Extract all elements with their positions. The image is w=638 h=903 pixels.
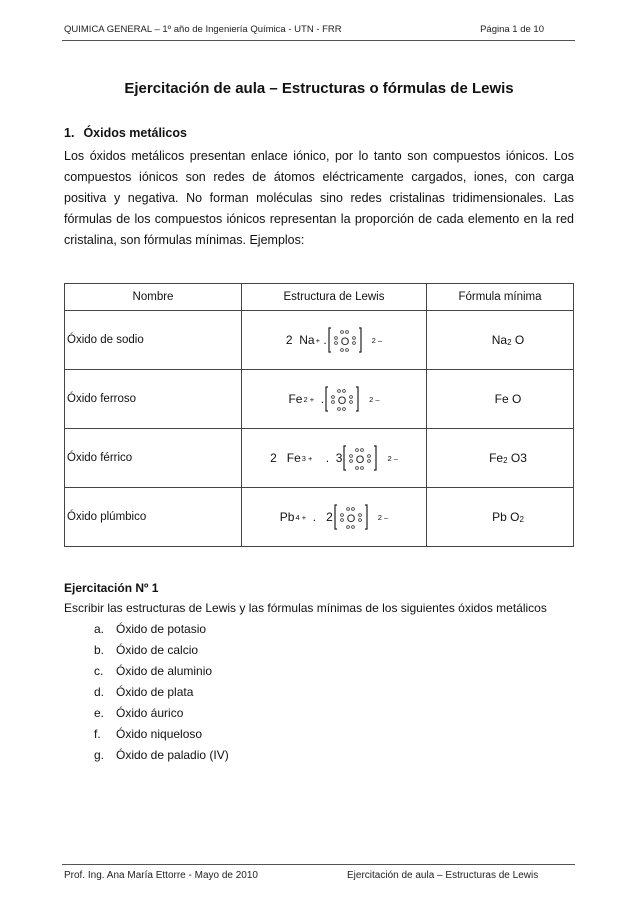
item-letter: e. xyxy=(94,706,105,720)
lewis-expression xyxy=(270,442,398,474)
table-row xyxy=(65,429,574,488)
oxide-name: Óxido ferroso xyxy=(65,370,242,429)
section-title: Óxidos metálicos xyxy=(83,126,187,140)
multiplier: . 3 xyxy=(312,451,343,465)
header-divider xyxy=(62,40,575,41)
page-header xyxy=(64,24,574,38)
formula-subscript: 2 xyxy=(507,338,512,347)
oxide-charge: 2 – xyxy=(377,512,389,522)
formula-main: Fe xyxy=(489,451,504,465)
lewis-expression xyxy=(280,501,388,533)
oxide-ion-lewis-icon xyxy=(324,383,368,415)
list-item xyxy=(64,640,229,661)
table-row xyxy=(65,370,574,429)
lewis-expression xyxy=(288,383,379,415)
formula-rest: O xyxy=(511,333,525,347)
formula-main: Na xyxy=(491,333,508,347)
cation-charge: 4 + xyxy=(295,512,307,522)
cation: 2 Na xyxy=(285,333,315,347)
oxide-charge: 2 – xyxy=(369,394,380,404)
minimal-formula xyxy=(427,311,574,370)
item-text: Óxido de paladio (IV) xyxy=(116,748,229,762)
item-letter: a. xyxy=(94,622,105,636)
header-estructura: Estructura de Lewis xyxy=(242,284,427,311)
formula-subscript: 2 xyxy=(503,456,508,465)
minimal-formula xyxy=(427,488,574,547)
exercise-title: Ejercitación Nº 1 xyxy=(64,581,159,595)
list-item xyxy=(64,661,229,682)
footer-doc-title: Ejercitación de aula – Estructuras de Lewis xyxy=(347,870,539,881)
list-item xyxy=(64,682,229,703)
exercise-instructions: Escribir las estructuras de Lewis y las fórmulas mínimas de los siguientes óxidos metálicos xyxy=(64,601,547,615)
header-nombre: Nombre xyxy=(65,284,242,311)
formula-rest: O3 xyxy=(507,451,527,465)
cation: Pb xyxy=(279,510,295,524)
page-title: Ejercitación de aula – Estructuras o fórmulas de Lewis xyxy=(124,80,514,97)
section-number: 1. xyxy=(64,126,75,140)
table-row xyxy=(65,311,574,370)
oxide-ion-lewis-icon xyxy=(342,442,386,474)
list-item xyxy=(64,703,229,724)
oxide-name: Óxido de sodio xyxy=(65,311,242,370)
oxygen-symbol: O xyxy=(346,513,356,525)
item-letter: f. xyxy=(94,727,101,741)
header-course: QUIMICA GENERAL – 1º año de Ingeniería Química - UTN - FRR xyxy=(64,24,342,35)
oxide-charge: 2 – xyxy=(387,453,398,463)
list-item xyxy=(64,745,229,766)
list-item xyxy=(64,724,229,745)
oxygen-symbol: O xyxy=(356,454,365,466)
table-header-row xyxy=(65,284,574,311)
lewis-expression xyxy=(286,324,382,356)
item-text: Óxido áurico xyxy=(116,706,184,720)
cation: 2 Fe xyxy=(270,451,301,465)
formula-subscript: 2 xyxy=(519,515,524,524)
item-text: Óxido de plata xyxy=(116,685,194,699)
oxygen-symbol: O xyxy=(340,336,349,348)
footer-divider xyxy=(62,864,575,865)
minimal-formula xyxy=(427,370,574,429)
oxides-table xyxy=(64,283,574,547)
oxide-name: Óxido plúmbico xyxy=(65,488,242,547)
formula-main: Pb O xyxy=(492,510,520,524)
item-letter: b. xyxy=(94,643,105,657)
oxide-ion-lewis-icon xyxy=(333,501,377,533)
item-letter: g. xyxy=(94,748,105,762)
formula-main: Fe O xyxy=(494,392,522,406)
cation-charge: + xyxy=(315,335,320,345)
lewis-structure xyxy=(242,370,427,429)
header-formula: Fórmula mínima xyxy=(427,284,574,311)
oxide-charge: 2 – xyxy=(371,335,383,345)
item-text: Óxido niqueloso xyxy=(116,727,203,741)
exercise-list xyxy=(64,619,229,766)
lewis-structure xyxy=(242,311,427,370)
oxygen-symbol: O xyxy=(337,395,347,407)
intro-paragraph: Los óxidos metálicos presentan enlace iónico, por lo tanto son compuestos iónicos. Los compuestos iónicos son redes de átomos eléctricamente cargados, iones, con carga positiva y negativa. No forman moléculas sino redes cristalinas tridimensionales. Las fórmulas de los compuestos iónicos representan la proporción de cada elemento en la red cristalina, son fórmulas mínimas. Ejemplos: xyxy=(64,149,574,247)
cation: Fe xyxy=(288,392,303,406)
multiplier: . xyxy=(314,392,325,406)
lewis-structure xyxy=(242,429,427,488)
cation-charge: 2 + xyxy=(303,394,315,404)
item-letter: c. xyxy=(94,664,104,678)
table-row xyxy=(65,488,574,547)
header-page-number: Página 1 de 10 xyxy=(480,24,544,35)
multiplier: . 2 xyxy=(306,510,333,524)
multiplier: . xyxy=(319,333,327,347)
minimal-formula xyxy=(427,429,574,488)
section-heading xyxy=(64,126,187,140)
list-item xyxy=(64,619,229,640)
lewis-structure xyxy=(242,488,427,547)
oxide-ion-lewis-icon xyxy=(327,324,371,356)
oxide-name: Óxido férrico xyxy=(65,429,242,488)
item-letter: d. xyxy=(94,685,105,699)
cation-charge: 3 + xyxy=(301,453,313,463)
footer-author: Prof. Ing. Ana María Ettorre - Mayo de 2010 xyxy=(64,870,258,881)
item-text: Óxido de aluminio xyxy=(116,664,213,678)
item-text: Óxido de potasio xyxy=(116,622,207,636)
item-text: Óxido de calcio xyxy=(116,643,199,657)
